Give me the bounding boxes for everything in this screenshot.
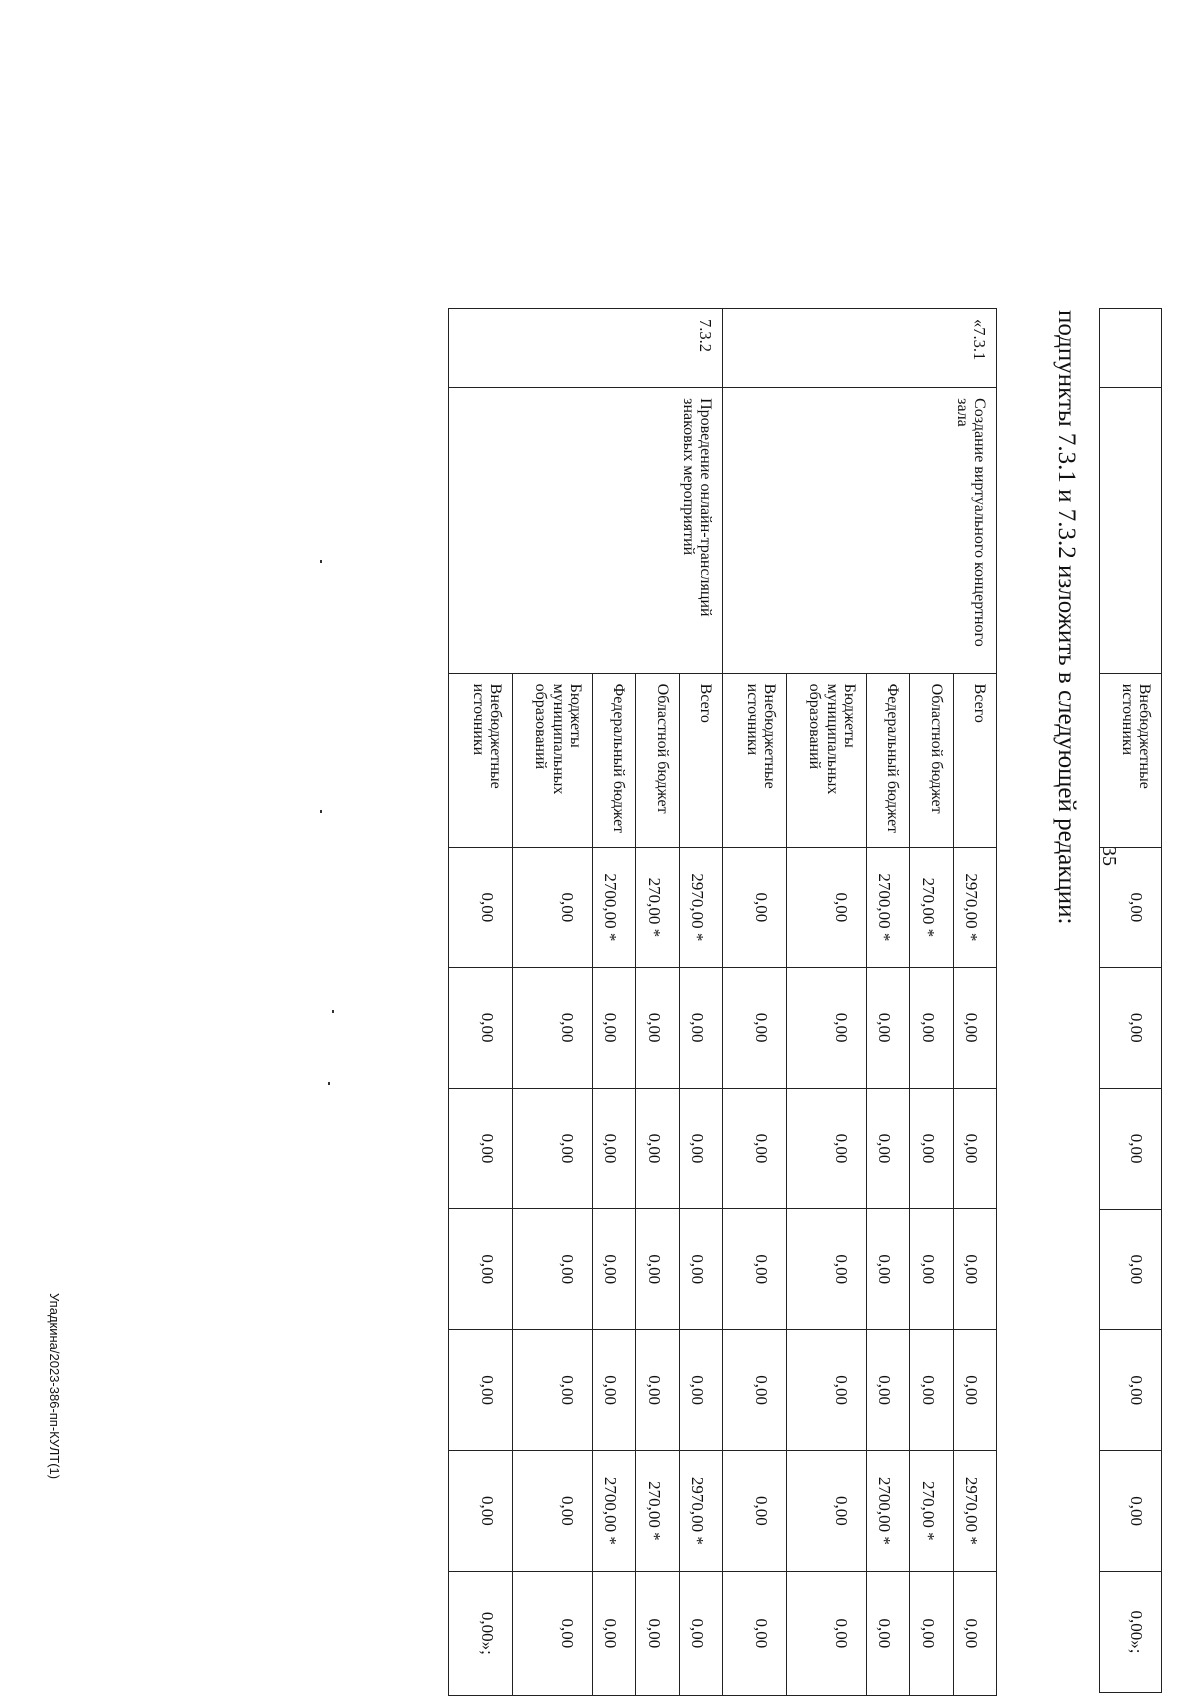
value-cell: 0,00 (910, 967, 953, 1088)
value-cell: 0,00 (448, 847, 512, 967)
value-cell: 0,00 (953, 1209, 996, 1330)
value-cell: 270,00 * (910, 847, 953, 967)
value-cell: 0,00 (722, 847, 786, 967)
value-cell: 0,00 (722, 1571, 786, 1695)
table-row (679, 309, 722, 1696)
value-cell: 2970,00 * (953, 1451, 996, 1572)
value-cell: 0,00 (592, 1330, 635, 1451)
value-cell: 0,00 (722, 1209, 786, 1330)
item-number: «7.3.1 (722, 309, 996, 388)
item-name: Создание виртуального концертного зала (722, 388, 996, 674)
value-cell: 0,00 (1100, 1330, 1162, 1451)
value-cell: 0,00 (448, 1209, 512, 1330)
value-cell: 0,00 (722, 967, 786, 1088)
source-label: Областной бюджет (636, 673, 679, 847)
source-label: Федеральный бюджет (866, 673, 909, 847)
source-label: Внебюджетные источники (722, 673, 786, 847)
source-label: Внебюджетные источники (1100, 673, 1162, 847)
value-cell: 0,00 (1100, 848, 1162, 968)
source-label: Федеральный бюджет (592, 673, 635, 847)
value-cell: 270,00 * (910, 1451, 953, 1572)
empty-cell (1100, 388, 1162, 674)
value-cell: 2970,00 * (679, 1451, 722, 1572)
value-cell: 0,00 (910, 1571, 953, 1695)
value-cell: 2700,00 * (866, 847, 909, 967)
value-cell: 0,00»; (448, 1571, 512, 1695)
continuation-row (1100, 309, 1162, 1693)
value-cell: 0,00 (1100, 1451, 1162, 1572)
value-cell: 0,00 (866, 1330, 909, 1451)
value-cell: 0,00 (679, 1209, 722, 1330)
value-cell: 0,00 (786, 1330, 866, 1451)
value-cell: 0,00 (512, 967, 592, 1088)
value-cell: 0,00 (448, 1088, 512, 1209)
source-label: Внебюджетные источники (448, 673, 512, 847)
value-cell: 2700,00 * (866, 1451, 909, 1572)
source-label: Областной бюджет (910, 673, 953, 847)
value-cell: 0,00 (512, 1571, 592, 1695)
funding-table (448, 308, 997, 1696)
table-row (953, 309, 996, 1696)
empty-cell (1100, 309, 1162, 388)
value-cell: 2970,00 * (679, 847, 722, 967)
value-cell: 0,00 (512, 1088, 592, 1209)
value-cell: 0,00 (512, 1330, 592, 1451)
source-label: Бюджеты муниципальных образований (512, 673, 592, 847)
source-label: Всего (953, 673, 996, 847)
value-cell: 0,00 (679, 1088, 722, 1209)
value-cell: 0,00 (1100, 1209, 1162, 1330)
value-cell: 0,00 (1100, 1088, 1162, 1209)
value-cell: 0,00 (866, 967, 909, 1088)
value-cell: 0,00 (679, 1571, 722, 1695)
value-cell: 0,00 (592, 1571, 635, 1695)
source-label: Всего (679, 673, 722, 847)
value-cell: 2700,00 * (592, 847, 635, 967)
value-cell: 0,00 (512, 1451, 592, 1572)
value-cell: 0,00 (636, 1209, 679, 1330)
value-cell: 0,00 (786, 1088, 866, 1209)
value-cell: 0,00 (636, 1088, 679, 1209)
item-number: 7.3.2 (448, 309, 722, 388)
intro-text: подпункты 7.3.1 и 7.3.2 изложить в следующей редакции: (1053, 310, 1080, 925)
value-cell: 270,00 * (636, 1451, 679, 1572)
value-cell: 0,00 (786, 1571, 866, 1695)
scan-speck (320, 810, 322, 813)
value-cell: 270,00 * (636, 847, 679, 967)
value-cell: 0,00 (512, 1209, 592, 1330)
value-cell: 0,00 (722, 1088, 786, 1209)
continuation-table (1099, 308, 1162, 1693)
value-cell: 0,00 (786, 1451, 866, 1572)
value-cell: 0,00 (722, 1330, 786, 1451)
value-cell: 0,00 (448, 1330, 512, 1451)
source-label: Бюджеты муниципальных образований (786, 673, 866, 847)
value-cell: 0,00 (953, 1330, 996, 1451)
value-cell: 0,00 (953, 967, 996, 1088)
value-cell: 0,00 (786, 1209, 866, 1330)
value-cell: 0,00 (592, 967, 635, 1088)
value-cell: 0,00 (448, 1451, 512, 1572)
value-cell: 0,00 (592, 1209, 635, 1330)
value-cell: 0,00 (679, 967, 722, 1088)
value-cell: 0,00 (636, 1330, 679, 1451)
value-cell: 2700,00 * (592, 1451, 635, 1572)
value-cell: 0,00 (866, 1088, 909, 1209)
value-cell: 0,00 (512, 847, 592, 967)
value-cell: 0,00 (953, 1571, 996, 1695)
value-cell: 0,00 (448, 967, 512, 1088)
scan-speck (332, 1010, 334, 1013)
value-cell: 0,00 (636, 1571, 679, 1695)
value-cell: 0,00 (786, 967, 866, 1088)
value-cell: 0,00 (786, 847, 866, 967)
value-cell: 0,00 (679, 1330, 722, 1451)
value-cell: 0,00»; (1100, 1572, 1162, 1693)
footer-doc-id: Упадкина/2023-386-пп-КУЛТ(1) (47, 1293, 62, 1480)
scan-speck (328, 1082, 330, 1085)
value-cell: 0,00 (866, 1209, 909, 1330)
value-cell: 2970,00 * (953, 847, 996, 967)
page-number: 35 (1098, 846, 1120, 866)
value-cell: 0,00 (910, 1330, 953, 1451)
value-cell: 0,00 (1100, 967, 1162, 1088)
value-cell: 0,00 (592, 1088, 635, 1209)
value-cell: 0,00 (636, 967, 679, 1088)
value-cell: 0,00 (910, 1209, 953, 1330)
item-name: Проведение онлайн-трансляций знаковых мероприятий (448, 388, 722, 674)
value-cell: 0,00 (953, 1088, 996, 1209)
value-cell: 0,00 (910, 1088, 953, 1209)
value-cell: 0,00 (722, 1451, 786, 1572)
value-cell: 0,00 (866, 1571, 909, 1695)
scan-speck (320, 560, 322, 563)
